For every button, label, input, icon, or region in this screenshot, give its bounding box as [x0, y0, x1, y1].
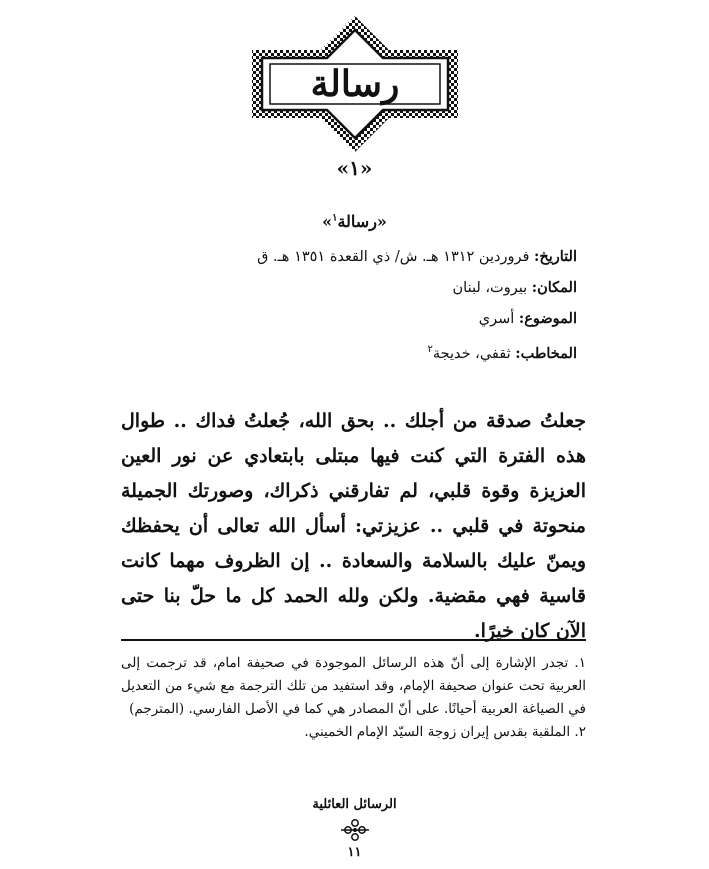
- title-emblem: [244, 14, 466, 154]
- letter-body: جعلتُ صدقة من أجلك .. بحق الله، جُعلتُ فداك .. طوال هذه الفترة التي كنت فيها مبتلى بابتعادي عن نور العين العزيزة وقوة قلبي، لم تفارقني ذكراك، وصورتك الجميلة منحوتة في قلبي .. عزيزتي: أسأل الله تعالى أن يحفظك ويمنّ عليك بالسلامة والسعادة .. إن الظروف مهما كانت قاسية فهي مقضية. ولكن ولله الحمد كل ما حلّ بنا حتى الآن كان خيرًا.: [121, 410, 586, 642]
- meta-date: [117, 241, 577, 272]
- meta-label: المخاطب:: [515, 344, 577, 362]
- subtitle-text: «رسالة: [337, 212, 387, 231]
- letter-number: «١»: [336, 156, 373, 180]
- flower-ornament-icon: [339, 818, 371, 846]
- meta-value: أسري: [478, 311, 519, 327]
- running-footer-title: الرسائل العائلية: [312, 797, 397, 812]
- subtitle-close: »: [322, 212, 333, 231]
- footnote-1: ١. تجدر الإشارة إلى أنّ هذه الرسائل الموجودة في صحيفة امام، قد ترجمت إلى العربية تحت عنوان صحيفة الإمام، وقد استفيد من تلك الترجمة مع شيء من التعديل في الصياغة العربية أحيانًا. على أنّ المصادر هي كما في الأصل الفارسي. (المترجم): [121, 655, 586, 717]
- addressee-footnote-ref: ٢: [427, 344, 433, 355]
- meta-place: [117, 272, 577, 303]
- meta-value: بيروت، لبنان: [452, 280, 532, 296]
- meta-label: التاريخ:: [534, 248, 577, 265]
- subtitle-footnote-ref: ١: [332, 212, 338, 224]
- footnote-2: ٢. الملقبة بقدس إيران زوجة السيّد الإمام الخميني.: [304, 724, 586, 740]
- meta-label: الموضوع:: [518, 310, 577, 327]
- meta-value: ثقفي، خديجة: [432, 345, 516, 362]
- footnote-divider: [121, 639, 586, 641]
- emblem-title: رسالة: [310, 63, 400, 105]
- meta-addressee: [117, 334, 577, 365]
- footnotes: [121, 652, 586, 744]
- meta-value: فروردين ١٣١٢ هـ. ش/ ذي القعدة ١٣٥١ هـ. ق: [257, 249, 534, 265]
- meta-subject: [117, 303, 577, 334]
- meta-label: المكان:: [531, 279, 577, 296]
- letter-subtitle: [300, 212, 409, 231]
- page-number: ١١: [347, 845, 362, 860]
- letter-metadata: [117, 241, 577, 365]
